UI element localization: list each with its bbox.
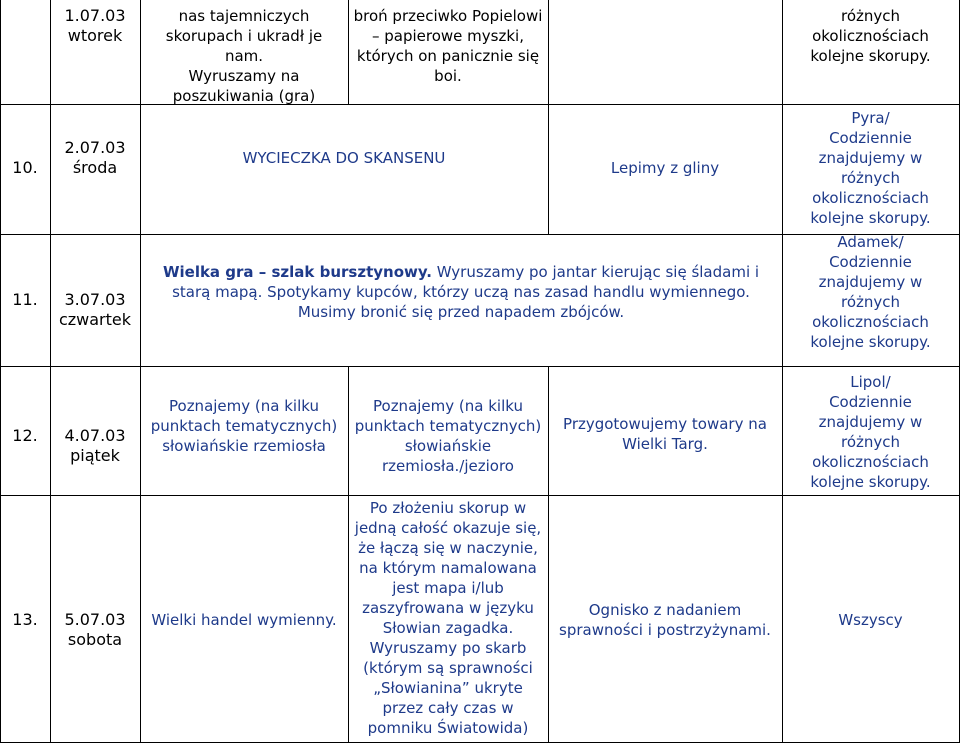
text-line: różnych bbox=[840, 169, 901, 187]
text-line: kolejne skorupy. bbox=[810, 47, 931, 65]
text-line: Codziennie bbox=[829, 129, 912, 147]
text-line: Poznajemy (na kilku bbox=[169, 397, 319, 415]
text-line: okolicznościach bbox=[812, 453, 929, 471]
text-line: przez cały czas w bbox=[382, 699, 514, 717]
text-line: Wyruszamy po skarb bbox=[369, 639, 527, 657]
text-line: słowiańskie bbox=[404, 437, 492, 455]
text-line: kolejne skorupy. bbox=[810, 473, 931, 491]
text-line: Lipol/ bbox=[850, 373, 891, 391]
text-line: okolicznościach bbox=[812, 27, 929, 45]
date-cell bbox=[50, 610, 140, 650]
text-line: pomniku Światowida) bbox=[367, 719, 529, 737]
grid-vline bbox=[548, 0, 549, 104]
row-number: 13. bbox=[12, 610, 38, 629]
finder-cell bbox=[782, 232, 959, 352]
text-line: których on panicznie się bbox=[356, 47, 540, 65]
text-line: kolejne skorupy. bbox=[810, 209, 931, 227]
date-text: 1.07.03 bbox=[64, 6, 126, 25]
text-line: starą mapą. Spotykamy kupców, którzy uczą nas zasad handlu wymiennego. bbox=[172, 283, 750, 301]
excursion-cell: WYCIECZKA DO SKANSENU bbox=[242, 149, 446, 167]
activity-cell: Wielki handel wymienny. bbox=[151, 611, 337, 629]
text-line: znajdujemy w bbox=[818, 273, 923, 291]
text-line: Wyruszamy na bbox=[188, 67, 300, 85]
finder-cell: Wszyscy bbox=[838, 611, 903, 629]
row-number: 11. bbox=[12, 290, 38, 309]
grid-hline bbox=[0, 495, 960, 496]
text-line: Wielki Targ. bbox=[622, 435, 708, 453]
text-line: Codziennie bbox=[829, 393, 912, 411]
date-text: 5.07.03 bbox=[64, 610, 126, 629]
text-line: Przygotowujemy towary na bbox=[563, 415, 767, 433]
text-line: że łączą się w naczynie, bbox=[358, 539, 538, 557]
finder-cell bbox=[782, 372, 959, 492]
day-text: sobota bbox=[67, 630, 123, 649]
date-cell bbox=[50, 138, 140, 178]
text-line: zaszyfrowana w języku bbox=[362, 599, 534, 617]
date-text: 3.07.03 bbox=[64, 290, 126, 309]
date-cell bbox=[50, 426, 140, 466]
activity-cell bbox=[348, 396, 548, 476]
text-line: różnych bbox=[840, 7, 901, 25]
game-title: Wielka gra – szlak bursztynowy. bbox=[162, 263, 432, 281]
text-line: znajdujemy w bbox=[818, 149, 923, 167]
grid-hline bbox=[0, 366, 960, 367]
row-number: 10. bbox=[12, 158, 38, 177]
text-line: – papierowe myszki, bbox=[372, 27, 524, 45]
text-line: „Słowianina” ukryte bbox=[373, 679, 523, 697]
activity-cell bbox=[140, 396, 348, 456]
text-line: punktach tematycznych) bbox=[354, 417, 542, 435]
text-line: skorupach i ukradł je bbox=[165, 27, 323, 45]
text-line: okolicznościach bbox=[812, 313, 929, 331]
text-line: Pyra/ bbox=[851, 109, 890, 127]
text-line: Ognisko z nadaniem bbox=[588, 601, 742, 619]
big-game-cell bbox=[140, 262, 782, 322]
activity-cell bbox=[348, 498, 548, 738]
text-line: Musimy bronić się przed napadem zbójców. bbox=[297, 303, 625, 321]
text-line: sprawności i postrzyżynami. bbox=[559, 621, 771, 639]
text-line: Codziennie bbox=[829, 253, 912, 271]
day-text: piątek bbox=[70, 446, 120, 465]
text-line bbox=[140, 262, 782, 282]
text-line: Słowian zagadka. bbox=[382, 619, 514, 637]
text-line: różnych bbox=[840, 293, 901, 311]
text-line: Poznajemy (na kilku bbox=[373, 397, 523, 415]
date-text: 4.07.03 bbox=[64, 426, 126, 445]
text-line: znajdujemy w bbox=[818, 413, 923, 431]
date-text: 2.07.03 bbox=[64, 138, 126, 157]
text-line: (którym są sprawności bbox=[363, 659, 533, 677]
date-cell bbox=[50, 290, 140, 330]
text-line: słowiańskie rzemiosła bbox=[162, 437, 326, 455]
text-line: broń przeciwko Popielowi bbox=[353, 7, 543, 25]
text-line: boi. bbox=[434, 67, 462, 85]
text-line: okolicznościach bbox=[812, 189, 929, 207]
grid-vline bbox=[140, 0, 141, 743]
day-text: czwartek bbox=[58, 310, 132, 329]
activity-cell: Lepimy z gliny bbox=[610, 159, 720, 177]
text-line: Po złożeniu skorup w bbox=[369, 499, 527, 517]
text-line: różnych bbox=[840, 433, 901, 451]
row-number: 12. bbox=[12, 426, 38, 445]
date-cell bbox=[50, 6, 140, 46]
text-line: poszukiwania (gra) bbox=[172, 87, 316, 105]
activity-cell bbox=[348, 6, 548, 86]
activity-cell bbox=[548, 414, 782, 454]
text-line: jest mapa i/lub bbox=[392, 579, 504, 597]
text-line: nas tajemniczych bbox=[178, 7, 310, 25]
text-line: rzemiosła./jezioro bbox=[382, 457, 514, 475]
text-line: jedną całość okazuje się, bbox=[354, 519, 542, 537]
game-text: Wyruszamy po jantar kierując się śladami i bbox=[431, 263, 760, 281]
text-line: punktach tematycznych) bbox=[150, 417, 338, 435]
day-text: środa bbox=[72, 158, 118, 177]
text-line: na którym namalowana bbox=[359, 559, 537, 577]
grid-vline bbox=[0, 0, 1, 743]
activity-cell bbox=[140, 6, 348, 106]
finder-cell bbox=[782, 6, 959, 66]
text-line: kolejne skorupy. bbox=[810, 333, 931, 351]
finder-cell bbox=[782, 108, 959, 228]
text-line: Adamek/ bbox=[837, 233, 904, 251]
day-text: wtorek bbox=[67, 26, 123, 45]
text-line: nam. bbox=[224, 47, 264, 65]
activity-cell bbox=[548, 600, 782, 640]
